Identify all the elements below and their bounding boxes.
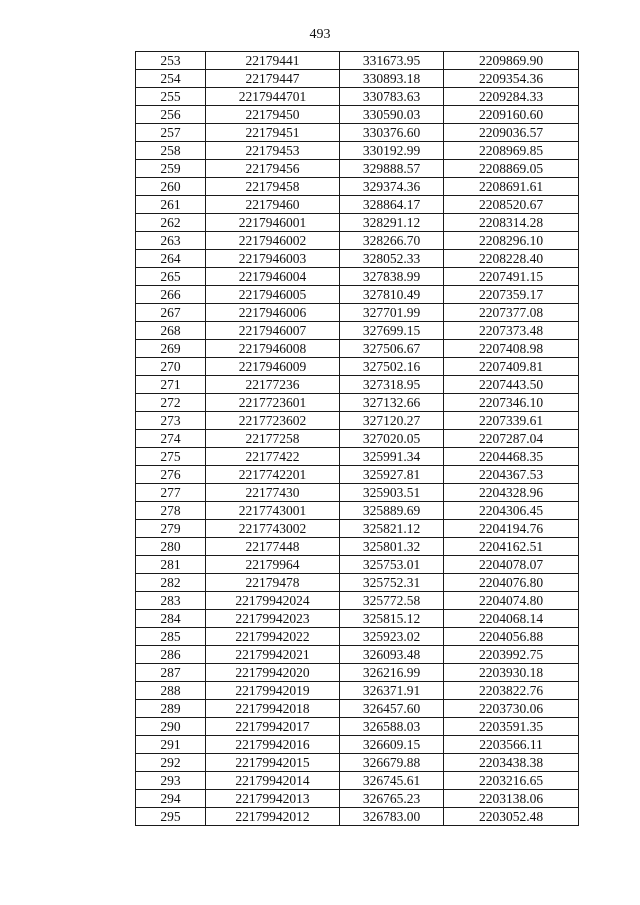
point-number-cell: 253 [136, 52, 206, 70]
table-row [136, 790, 579, 808]
y-coordinate-cell: 2209284.33 [444, 88, 579, 106]
table-row [136, 358, 579, 376]
point-id-cell: 2217944701 [206, 88, 340, 106]
table-row [136, 304, 579, 322]
point-id-cell: 22179942015 [206, 754, 340, 772]
point-id-cell: 2217946001 [206, 214, 340, 232]
x-coordinate-cell: 325821.12 [340, 520, 444, 538]
y-coordinate-cell: 2203992.75 [444, 646, 579, 664]
x-coordinate-cell: 326216.99 [340, 664, 444, 682]
point-id-cell: 22179942017 [206, 718, 340, 736]
table-row [136, 430, 579, 448]
y-coordinate-cell: 2203822.76 [444, 682, 579, 700]
x-coordinate-cell: 325801.32 [340, 538, 444, 556]
x-coordinate-cell: 330893.18 [340, 70, 444, 88]
point-number-cell: 291 [136, 736, 206, 754]
table-row [136, 412, 579, 430]
table-row [136, 340, 579, 358]
table-row [136, 574, 579, 592]
point-id-cell: 22179441 [206, 52, 340, 70]
point-id-cell: 22179458 [206, 178, 340, 196]
point-id-cell: 2217743002 [206, 520, 340, 538]
point-number-cell: 267 [136, 304, 206, 322]
x-coordinate-cell: 330783.63 [340, 88, 444, 106]
point-id-cell: 22177422 [206, 448, 340, 466]
x-coordinate-cell: 326371.91 [340, 682, 444, 700]
x-coordinate-cell: 327132.66 [340, 394, 444, 412]
point-number-cell: 258 [136, 142, 206, 160]
point-number-cell: 276 [136, 466, 206, 484]
point-number-cell: 293 [136, 772, 206, 790]
point-id-cell: 2217946007 [206, 322, 340, 340]
table-row [136, 736, 579, 754]
point-number-cell: 256 [136, 106, 206, 124]
point-number-cell: 292 [136, 754, 206, 772]
x-coordinate-cell: 328266.70 [340, 232, 444, 250]
y-coordinate-cell: 2208969.85 [444, 142, 579, 160]
x-coordinate-cell: 327699.15 [340, 322, 444, 340]
table-row [136, 214, 579, 232]
y-coordinate-cell: 2203052.48 [444, 808, 579, 826]
table-row [136, 286, 579, 304]
point-number-cell: 294 [136, 790, 206, 808]
point-number-cell: 273 [136, 412, 206, 430]
point-id-cell: 22177236 [206, 376, 340, 394]
point-id-cell: 22179942020 [206, 664, 340, 682]
table-row [136, 394, 579, 412]
point-id-cell: 2217946003 [206, 250, 340, 268]
y-coordinate-cell: 2204468.35 [444, 448, 579, 466]
x-coordinate-cell: 327120.27 [340, 412, 444, 430]
table-row [136, 268, 579, 286]
point-id-cell: 22179942022 [206, 628, 340, 646]
y-coordinate-cell: 2204078.07 [444, 556, 579, 574]
y-coordinate-cell: 2207287.04 [444, 430, 579, 448]
table-row [136, 808, 579, 826]
point-id-cell: 22179453 [206, 142, 340, 160]
x-coordinate-cell: 325889.69 [340, 502, 444, 520]
x-coordinate-cell: 325772.58 [340, 592, 444, 610]
point-number-cell: 286 [136, 646, 206, 664]
point-number-cell: 289 [136, 700, 206, 718]
x-coordinate-cell: 325991.34 [340, 448, 444, 466]
table-row [136, 502, 579, 520]
point-number-cell: 259 [136, 160, 206, 178]
x-coordinate-cell: 330590.03 [340, 106, 444, 124]
x-coordinate-cell: 325903.51 [340, 484, 444, 502]
y-coordinate-cell: 2204074.80 [444, 592, 579, 610]
y-coordinate-cell: 2203438.38 [444, 754, 579, 772]
table-row [136, 196, 579, 214]
point-id-cell: 22179942021 [206, 646, 340, 664]
y-coordinate-cell: 2208296.10 [444, 232, 579, 250]
y-coordinate-cell: 2208691.61 [444, 178, 579, 196]
point-number-cell: 268 [136, 322, 206, 340]
table-row [136, 682, 579, 700]
point-id-cell: 2217946002 [206, 232, 340, 250]
x-coordinate-cell: 327838.99 [340, 268, 444, 286]
point-number-cell: 254 [136, 70, 206, 88]
y-coordinate-cell: 2208520.67 [444, 196, 579, 214]
point-number-cell: 264 [136, 250, 206, 268]
y-coordinate-cell: 2203566.11 [444, 736, 579, 754]
table-row [136, 484, 579, 502]
table-row [136, 592, 579, 610]
table-row [136, 232, 579, 250]
y-coordinate-cell: 2208228.40 [444, 250, 579, 268]
point-number-cell: 275 [136, 448, 206, 466]
table-row [136, 124, 579, 142]
table-row [136, 664, 579, 682]
x-coordinate-cell: 326093.48 [340, 646, 444, 664]
y-coordinate-cell: 2204068.14 [444, 610, 579, 628]
y-coordinate-cell: 2203138.06 [444, 790, 579, 808]
point-number-cell: 260 [136, 178, 206, 196]
y-coordinate-cell: 2207346.10 [444, 394, 579, 412]
point-number-cell: 265 [136, 268, 206, 286]
x-coordinate-cell: 330376.60 [340, 124, 444, 142]
point-number-cell: 278 [136, 502, 206, 520]
point-id-cell: 22179942014 [206, 772, 340, 790]
table-row [136, 556, 579, 574]
point-id-cell: 2217742201 [206, 466, 340, 484]
point-number-cell: 266 [136, 286, 206, 304]
x-coordinate-cell: 328291.12 [340, 214, 444, 232]
point-number-cell: 262 [136, 214, 206, 232]
x-coordinate-cell: 325752.31 [340, 574, 444, 592]
point-number-cell: 274 [136, 430, 206, 448]
point-number-cell: 283 [136, 592, 206, 610]
point-id-cell: 22179942018 [206, 700, 340, 718]
point-id-cell: 2217946005 [206, 286, 340, 304]
point-number-cell: 270 [136, 358, 206, 376]
x-coordinate-cell: 326457.60 [340, 700, 444, 718]
y-coordinate-cell: 2209869.90 [444, 52, 579, 70]
point-number-cell: 285 [136, 628, 206, 646]
x-coordinate-cell: 325815.12 [340, 610, 444, 628]
table-row [136, 322, 579, 340]
y-coordinate-cell: 2209354.36 [444, 70, 579, 88]
table-row [136, 466, 579, 484]
y-coordinate-cell: 2204328.96 [444, 484, 579, 502]
point-id-cell: 22179451 [206, 124, 340, 142]
point-id-cell: 22179964 [206, 556, 340, 574]
point-number-cell: 281 [136, 556, 206, 574]
point-id-cell: 22179478 [206, 574, 340, 592]
point-id-cell: 2217946006 [206, 304, 340, 322]
point-number-cell: 284 [136, 610, 206, 628]
y-coordinate-cell: 2207339.61 [444, 412, 579, 430]
point-id-cell: 22179942023 [206, 610, 340, 628]
table-row [136, 628, 579, 646]
y-coordinate-cell: 2208869.05 [444, 160, 579, 178]
x-coordinate-cell: 326765.23 [340, 790, 444, 808]
x-coordinate-cell: 327701.99 [340, 304, 444, 322]
point-id-cell: 22179456 [206, 160, 340, 178]
x-coordinate-cell: 327506.67 [340, 340, 444, 358]
point-id-cell: 22179460 [206, 196, 340, 214]
point-number-cell: 288 [136, 682, 206, 700]
x-coordinate-cell: 327810.49 [340, 286, 444, 304]
y-coordinate-cell: 2207491.15 [444, 268, 579, 286]
point-id-cell: 22179450 [206, 106, 340, 124]
table-row [136, 700, 579, 718]
x-coordinate-cell: 325927.81 [340, 466, 444, 484]
table-row [136, 70, 579, 88]
point-id-cell: 2217946004 [206, 268, 340, 286]
point-number-cell: 263 [136, 232, 206, 250]
y-coordinate-cell: 2208314.28 [444, 214, 579, 232]
x-coordinate-cell: 326783.00 [340, 808, 444, 826]
y-coordinate-cell: 2209036.57 [444, 124, 579, 142]
y-coordinate-cell: 2204162.51 [444, 538, 579, 556]
x-coordinate-cell: 327318.95 [340, 376, 444, 394]
y-coordinate-cell: 2204056.88 [444, 628, 579, 646]
x-coordinate-cell: 329374.36 [340, 178, 444, 196]
x-coordinate-cell: 325753.01 [340, 556, 444, 574]
point-number-cell: 272 [136, 394, 206, 412]
y-coordinate-cell: 2207377.08 [444, 304, 579, 322]
point-number-cell: 290 [136, 718, 206, 736]
point-id-cell: 22177448 [206, 538, 340, 556]
table-row [136, 754, 579, 772]
y-coordinate-cell: 2204367.53 [444, 466, 579, 484]
point-id-cell: 22179942013 [206, 790, 340, 808]
table-row [136, 610, 579, 628]
x-coordinate-cell: 326679.88 [340, 754, 444, 772]
table-row [136, 520, 579, 538]
table-row [136, 250, 579, 268]
x-coordinate-cell: 328864.17 [340, 196, 444, 214]
y-coordinate-cell: 2203591.35 [444, 718, 579, 736]
y-coordinate-cell: 2207443.50 [444, 376, 579, 394]
table-row [136, 646, 579, 664]
table-row [136, 178, 579, 196]
coordinates-table [135, 51, 579, 826]
point-number-cell: 269 [136, 340, 206, 358]
point-id-cell: 2217946009 [206, 358, 340, 376]
point-id-cell: 22179942016 [206, 736, 340, 754]
x-coordinate-cell: 325923.02 [340, 628, 444, 646]
table-row [136, 376, 579, 394]
table-row [136, 160, 579, 178]
x-coordinate-cell: 327020.05 [340, 430, 444, 448]
x-coordinate-cell: 331673.95 [340, 52, 444, 70]
point-number-cell: 287 [136, 664, 206, 682]
point-number-cell: 277 [136, 484, 206, 502]
point-number-cell: 271 [136, 376, 206, 394]
point-number-cell: 295 [136, 808, 206, 826]
point-id-cell: 22179942012 [206, 808, 340, 826]
point-id-cell: 22179942024 [206, 592, 340, 610]
point-id-cell: 22179447 [206, 70, 340, 88]
x-coordinate-cell: 330192.99 [340, 142, 444, 160]
table-row [136, 772, 579, 790]
y-coordinate-cell: 2204306.45 [444, 502, 579, 520]
table-row [136, 538, 579, 556]
x-coordinate-cell: 326588.03 [340, 718, 444, 736]
y-coordinate-cell: 2207409.81 [444, 358, 579, 376]
point-number-cell: 282 [136, 574, 206, 592]
y-coordinate-cell: 2203216.65 [444, 772, 579, 790]
table-row [136, 106, 579, 124]
x-coordinate-cell: 329888.57 [340, 160, 444, 178]
y-coordinate-cell: 2204076.80 [444, 574, 579, 592]
point-id-cell: 2217723601 [206, 394, 340, 412]
y-coordinate-cell: 2209160.60 [444, 106, 579, 124]
point-id-cell: 22179942019 [206, 682, 340, 700]
x-coordinate-cell: 326745.61 [340, 772, 444, 790]
y-coordinate-cell: 2207359.17 [444, 286, 579, 304]
x-coordinate-cell: 327502.16 [340, 358, 444, 376]
point-id-cell: 22177430 [206, 484, 340, 502]
point-number-cell: 255 [136, 88, 206, 106]
point-number-cell: 280 [136, 538, 206, 556]
page-number: 493 [309, 27, 331, 42]
point-id-cell: 2217723602 [206, 412, 340, 430]
y-coordinate-cell: 2207373.48 [444, 322, 579, 340]
table-row [136, 88, 579, 106]
y-coordinate-cell: 2204194.76 [444, 520, 579, 538]
point-id-cell: 22177258 [206, 430, 340, 448]
coordinates-table-body [136, 52, 579, 826]
point-number-cell: 261 [136, 196, 206, 214]
point-number-cell: 257 [136, 124, 206, 142]
table-row [136, 52, 579, 70]
table-row [136, 448, 579, 466]
x-coordinate-cell: 328052.33 [340, 250, 444, 268]
point-id-cell: 2217946008 [206, 340, 340, 358]
y-coordinate-cell: 2207408.98 [444, 340, 579, 358]
x-coordinate-cell: 326609.15 [340, 736, 444, 754]
y-coordinate-cell: 2203930.18 [444, 664, 579, 682]
point-id-cell: 2217743001 [206, 502, 340, 520]
point-number-cell: 279 [136, 520, 206, 538]
y-coordinate-cell: 2203730.06 [444, 700, 579, 718]
table-row [136, 142, 579, 160]
table-row [136, 718, 579, 736]
